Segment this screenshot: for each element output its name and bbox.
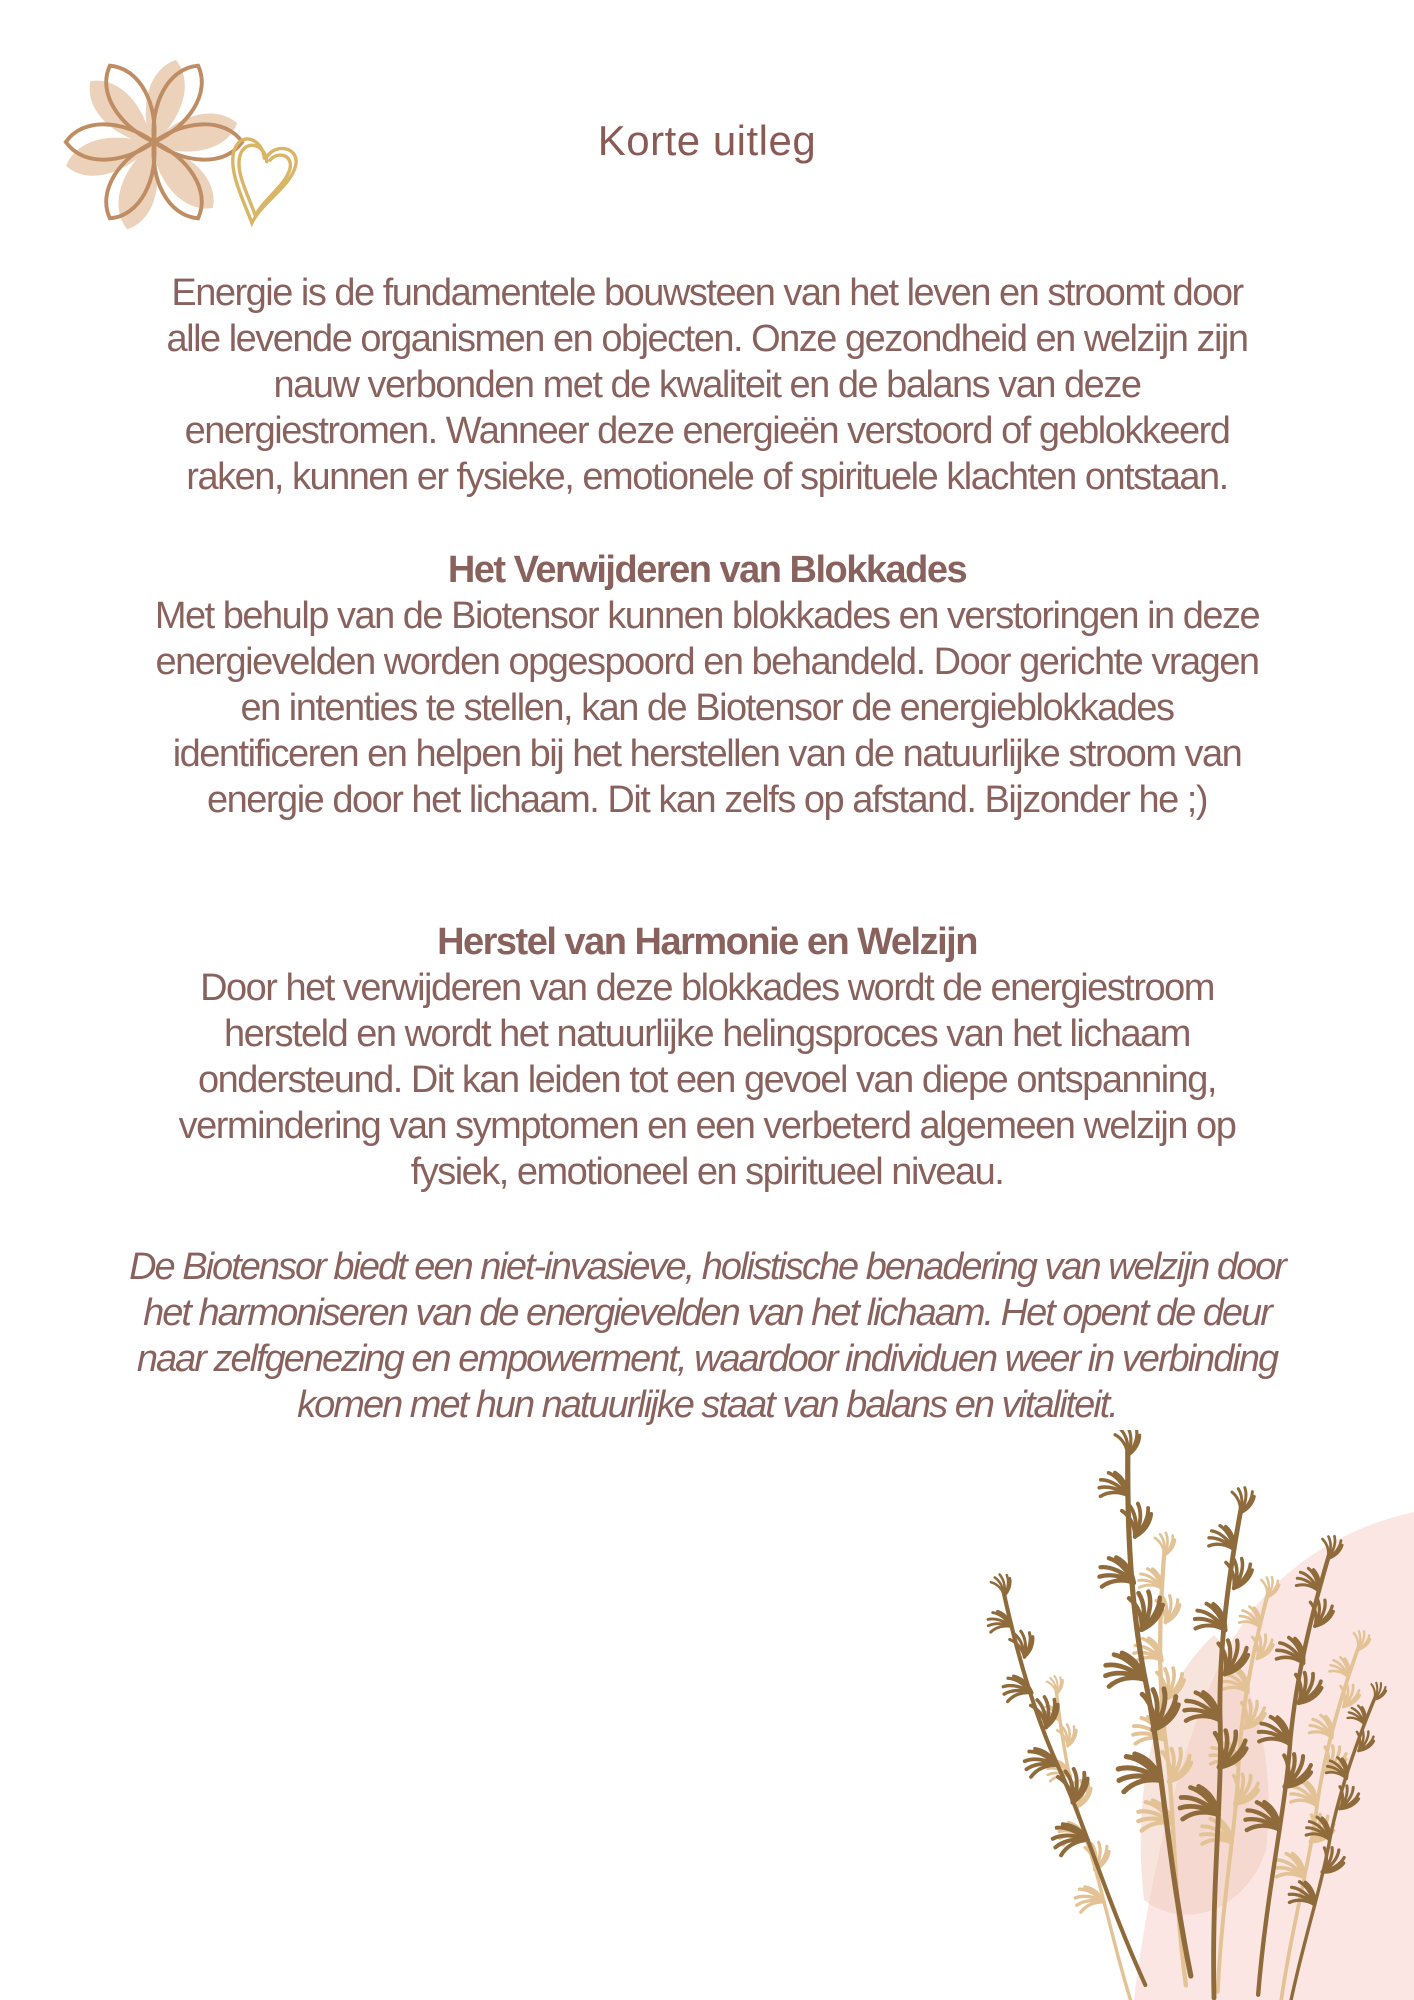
text-line: komen met hun natuurlijke staat van balans en vitaliteit. <box>297 1384 1117 1426</box>
section-heading-blokkades: Het Verwijderen van Blokkades <box>447 549 967 591</box>
section-heading-harmonie: Herstel van Harmonie en Welzijn <box>437 921 977 963</box>
text-line: Door het verwijderen van deze blokkades wordt de energiestroom <box>200 967 1214 1009</box>
text-line: raken, kunnen er fysieke, emotionele of spirituele klachten ontstaan. <box>186 456 1228 498</box>
text-line: alle levende organismen en objecten. Onze gezondheid en welzijn zijn <box>166 318 1248 360</box>
intro-paragraph <box>0 270 1414 500</box>
text-line: identificeren en helpen bij het herstellen van de natuurlijke stroom van <box>172 733 1242 775</box>
text-line: vermindering van symptomen en een verbeterd algemeen welzijn op <box>178 1105 1236 1147</box>
text-line: Energie is de fundamentele bouwsteen van het leven en stroomt door <box>171 272 1243 314</box>
text-line: energievelden worden opgespoord en behandeld. Door gerichte vragen <box>155 641 1259 683</box>
text-line: het harmoniseren van de energievelden van het lichaam. Het opent de deur <box>143 1292 1271 1334</box>
text-line: Met behulp van de Biotensor kunnen blokkades en verstoringen in deze <box>154 595 1260 637</box>
text-line: energiestromen. Wanneer deze energieën verstoord of geblokkeerd <box>184 410 1230 452</box>
section-paragraph-blokkades <box>0 593 1414 823</box>
text-line: hersteld en wordt het natuurlijke helingsproces van het lichaam <box>224 1013 1190 1055</box>
text-line: naar zelfgenezing en empowerment, waardoor individuen weer in verbinding <box>136 1338 1278 1380</box>
fern-decoration-icon <box>894 1430 1414 2000</box>
closing-note <box>0 1244 1414 1428</box>
text-line: nauw verbonden met de kwaliteit en de balans van deze <box>273 364 1141 406</box>
text-line: De Biotensor biedt een niet-invasieve, holistische benadering van welzijn door <box>129 1246 1285 1288</box>
page-title: Korte uitleg <box>597 117 817 164</box>
section-paragraph-harmonie <box>0 965 1414 1195</box>
text-line: ondersteund. Dit kan leiden tot een gevoel van diepe ontspanning, <box>198 1059 1216 1101</box>
text-line: en intenties te stellen, kan de Biotensor de energieblokkades <box>240 687 1174 729</box>
text-line: energie door het lichaam. Dit kan zelfs op afstand. Bijzonder he ;) <box>207 779 1207 821</box>
text-line: fysiek, emotioneel en spiritueel niveau. <box>410 1151 1004 1193</box>
